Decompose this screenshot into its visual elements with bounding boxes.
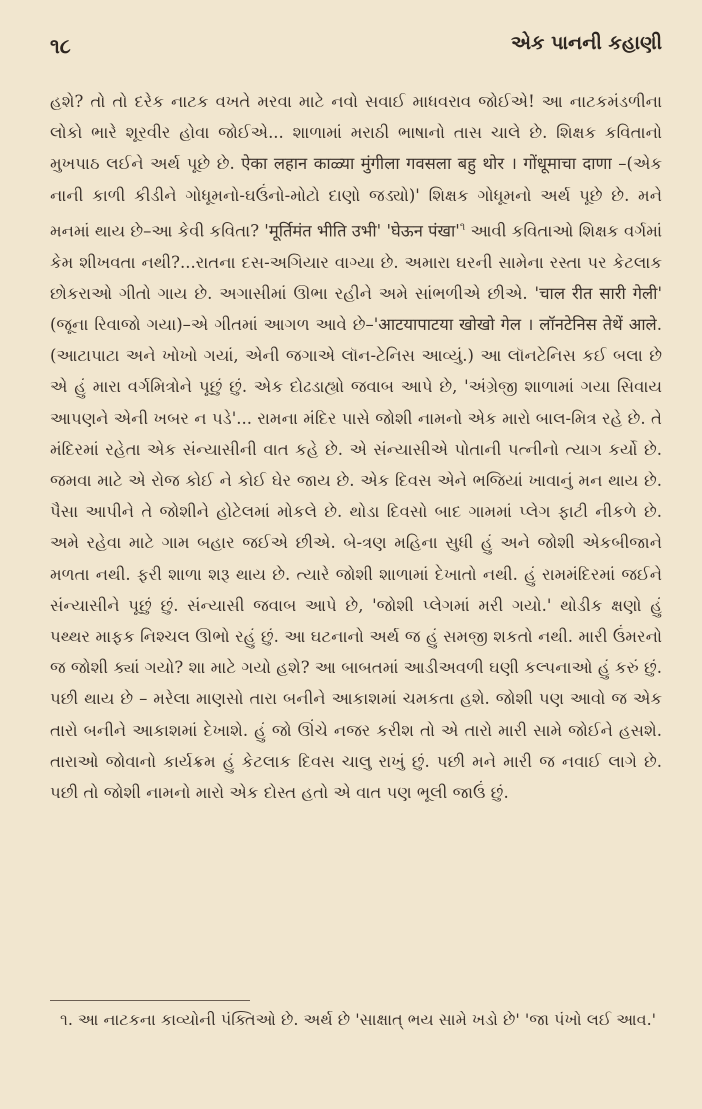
footnote — [50, 1004, 662, 1035]
paragraph — [50, 86, 662, 808]
footnote-text: ૧. આ નાટકના કાવ્યોની પંક્તિઓ છે. અર્થ છે 'સાક્ષાત્ ભય સામે ખડો છે' 'જા પંખો લઈ આવ.' — [60, 1010, 657, 1029]
body-text — [50, 86, 662, 808]
paragraph-text: હશે? તો તો દરેક નાટક વખતે મરવા માટે નવો સવાઈ માધવરાવ જોઈએ! આ નાટકમંડળીના લોકો ભારે શૂરવીર હોવા જોઈએ... શાળામાં મરાઠી ભાષાનો તાસ ચાલે છે. શિક્ષક કવિતાનો મુખપાઠ લઈને અર્થ પૂછે છે. ऐका लहान काळ्या मुंगीला गवसला बहु थोर । गोंधूमाचा दाणा –(એક નાની કાળી કીડીને ગોધૂમનો-ઘઉંનો-મોટો દાણો જડ્યો)' શિક્ષક ગોધૂમનો અર્થ પૂછે છે. મને મનમાં થાય છે–આ કેવી કવિતા? 'मूर्तिमंत भीति उभी' 'घेऊन पंखा' — [50, 92, 662, 241]
page-header — [50, 28, 662, 58]
footnote-divider — [50, 1000, 250, 1001]
running-title: એક પાનની કહાણી — [511, 32, 662, 54]
footnote-reference[interactable]: ૧ — [459, 219, 466, 233]
paragraph-text-continued: આવી કવિતાઓ શિક્ષક વર્ગમાં કેમ શીખવતા નથી?...રાતના દસ-અગિયાર વાગ્યા છે. અમારા ઘરની સામેના રસ્તા પર કેટલાક છોકરાઓ ગીતો ગાય છે. અગાસીમાં ઊભા રહીને અમે સાંભળીએ છીએ. 'चाल रीत सारी गेली' (જૂના રિવાજો ગયા)–એ ગીતમાં આગળ આવે છે–'आटयापाटया खोखो गेल । लॉनटेनिस तेथें आले. (આટાપાટા અને ખોખો ગયાં, એની જગાએ લૉન-ટેનિસ આવ્યું.) આ લૉનટેનિસ કઈ બલા છે એ હું મારા વર્ગમિત્રોને પૂછું છું. એક દોઢડાહ્યો જવાબ આપે છે, 'અંગ્રેજી શાળામાં ગયા સિવાય આપણને એની ખબર ન પડે'... રામના મંદિર પાસે જોશી નામનો એક મારો બાલ-મિત્ર રહે છે. તે મંદિરમાં રહેતા એક સંન્યાસીની વાત કહે છે. એ સંન્યાસીએ પોતાની પત્નીનો ત્યાગ કર્યો છે. જમવા માટે એ રોજ કોઈ ને કોઈ ઘેર જાય છે. એક દિવસ એને ભજિયાં ખાવાનું મન થાય છે. પૈસા આપીને તે જોશીને હોટેલમાં મોકલે છે. થોડા દિવસો બાદ ગામમાં પ્લેગ ફાટી નીકળે છે. અમે રહેવા માટે ગામ બહાર જઈએ છીએ. બે-ત્રણ મહિના સુધી હું અને જોશી એકબીજાને મળતા નથી. ફરી શાળા શરૂ થાય છે. ત્યારે જોશી શાળામાં દેખાતો નથી. હું રામમંદિરમાં જઈને સંન્યાસીને પૂછું છું. સંન્યાસી જવાબ આપે છે, 'જોશી પ્લેગમાં મરી ગયો.' થોડીક ક્ષણો હું પથ્થર માફક નિશ્ચલ ઊભો રહું છું. આ ઘટનાનો અર્થ જ હું સમજી શકતો નથી. મારી ઉંમરનો જ જોશી ક્યાં ગયો? શા માટે ગયો હશે? આ બાબતમાં આડીઅવળી ઘણી કલ્પનાઓ હું કરું છું. પછી થાય છે – મરેલા માણસો તારા બનીને આકાશમાં ચમકતા હશે. જોશી પણ આવો જ એક તારો બનીને આકાશમાં દેખાશે. હું જો ઊંચે નજર કરીશ તો એ તારો મારી સામે જોઈને હસશે. તારાઓ જોવાનો કાર્યક્રમ હું કેટલાક દિવસ ચાલુ રાખું છું. પછી મને મારી જ નવાઈ લાગે છે. પછી તો જોશી નામનો મારો એક દોસ્ત હતો એ વાત પણ ભૂલી જાઉં છું. — [50, 221, 662, 802]
page-number: ૧૮ — [50, 34, 71, 58]
